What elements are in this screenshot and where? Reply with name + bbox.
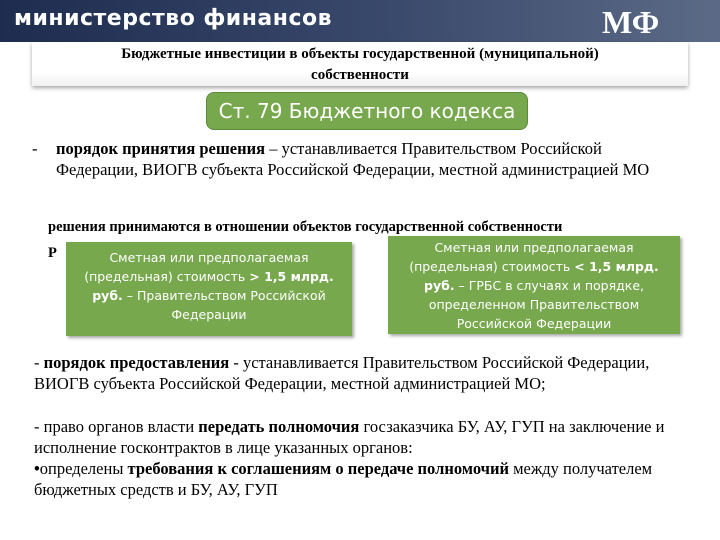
article-badge: Ст. 79 Бюджетного кодекса xyxy=(206,92,528,130)
requirements-text-end: между получателем бюджетных средств и БУ, АУ, ГУП xyxy=(34,459,653,499)
ministry-brand: министерство финансов xyxy=(14,6,333,31)
header-bar xyxy=(0,0,720,42)
box-left-line-4: Федерации xyxy=(171,307,247,322)
delegation-term: передать полномочия xyxy=(198,417,360,436)
box-left-currency: руб. xyxy=(92,288,123,303)
threshold-box-above xyxy=(66,242,352,336)
logo-text: МФ xyxy=(602,4,660,40)
title-line-1: Бюджетные инвестиции в объекты государственной (муниципальной) xyxy=(121,46,599,62)
box-right-line-4: определенном Правительством xyxy=(428,297,640,312)
requirements-term: требования к соглашениям о передаче полномочий xyxy=(127,459,509,478)
decision-procedure-term: порядок принятия решения xyxy=(56,139,266,158)
ministry-logo-icon xyxy=(598,2,694,40)
requirements-text-start: определены xyxy=(39,459,128,478)
decision-note: решения принимаются в отношении объектов государственной собственности xyxy=(48,219,563,235)
box-right-line-5: Российской Федерации xyxy=(456,316,612,331)
provision-procedure-term: порядок предоставления xyxy=(43,353,230,372)
decision-procedure-text: – устанавливается Правительством Российской Федерации, ВИОГВ субъекта Российской Федерации, местной администрацией МО xyxy=(56,139,650,179)
box-right-line-2: (предельная) стоимость xyxy=(409,259,575,274)
threshold-box-below xyxy=(388,236,680,334)
box-left-line-1: Сметная или предполагаемая xyxy=(109,250,309,265)
box-right-line-3: – ГРБС в случаях и порядке, xyxy=(454,278,644,293)
decision-note-line-2: Р xyxy=(48,245,57,261)
delegation-item xyxy=(34,416,694,500)
page-title xyxy=(100,42,620,86)
box-left-line-3: – Правительством Российской xyxy=(122,288,326,303)
bullet-marker: • xyxy=(34,459,40,478)
box-left-threshold: > 1,5 млрд. xyxy=(249,269,334,284)
box-left-line-2: (предельная) стоимость xyxy=(84,269,250,284)
dash-marker: - xyxy=(34,353,44,372)
title-line-2: собственности xyxy=(311,67,409,83)
provision-procedure-text: - устанавливается Правительством Российской Федерации, ВИОГВ субъекта Российской Федерации, местной администрацией МО; xyxy=(34,353,650,393)
dash-marker: - xyxy=(32,139,38,158)
box-right-currency: руб. xyxy=(424,278,455,293)
decision-procedure-item xyxy=(32,138,676,180)
provision-procedure-item xyxy=(34,352,684,394)
box-right-line-1: Сметная или предполагаемая xyxy=(434,240,634,255)
delegation-text-end: госзаказчика БУ, АУ, ГУП на заключение и исполнение госконтрактов в лице указанных органов: xyxy=(34,417,665,457)
title-box xyxy=(32,42,688,86)
delegation-text-start: - право органов власти xyxy=(34,417,199,436)
box-right-threshold: < 1,5 млрд. xyxy=(574,259,659,274)
